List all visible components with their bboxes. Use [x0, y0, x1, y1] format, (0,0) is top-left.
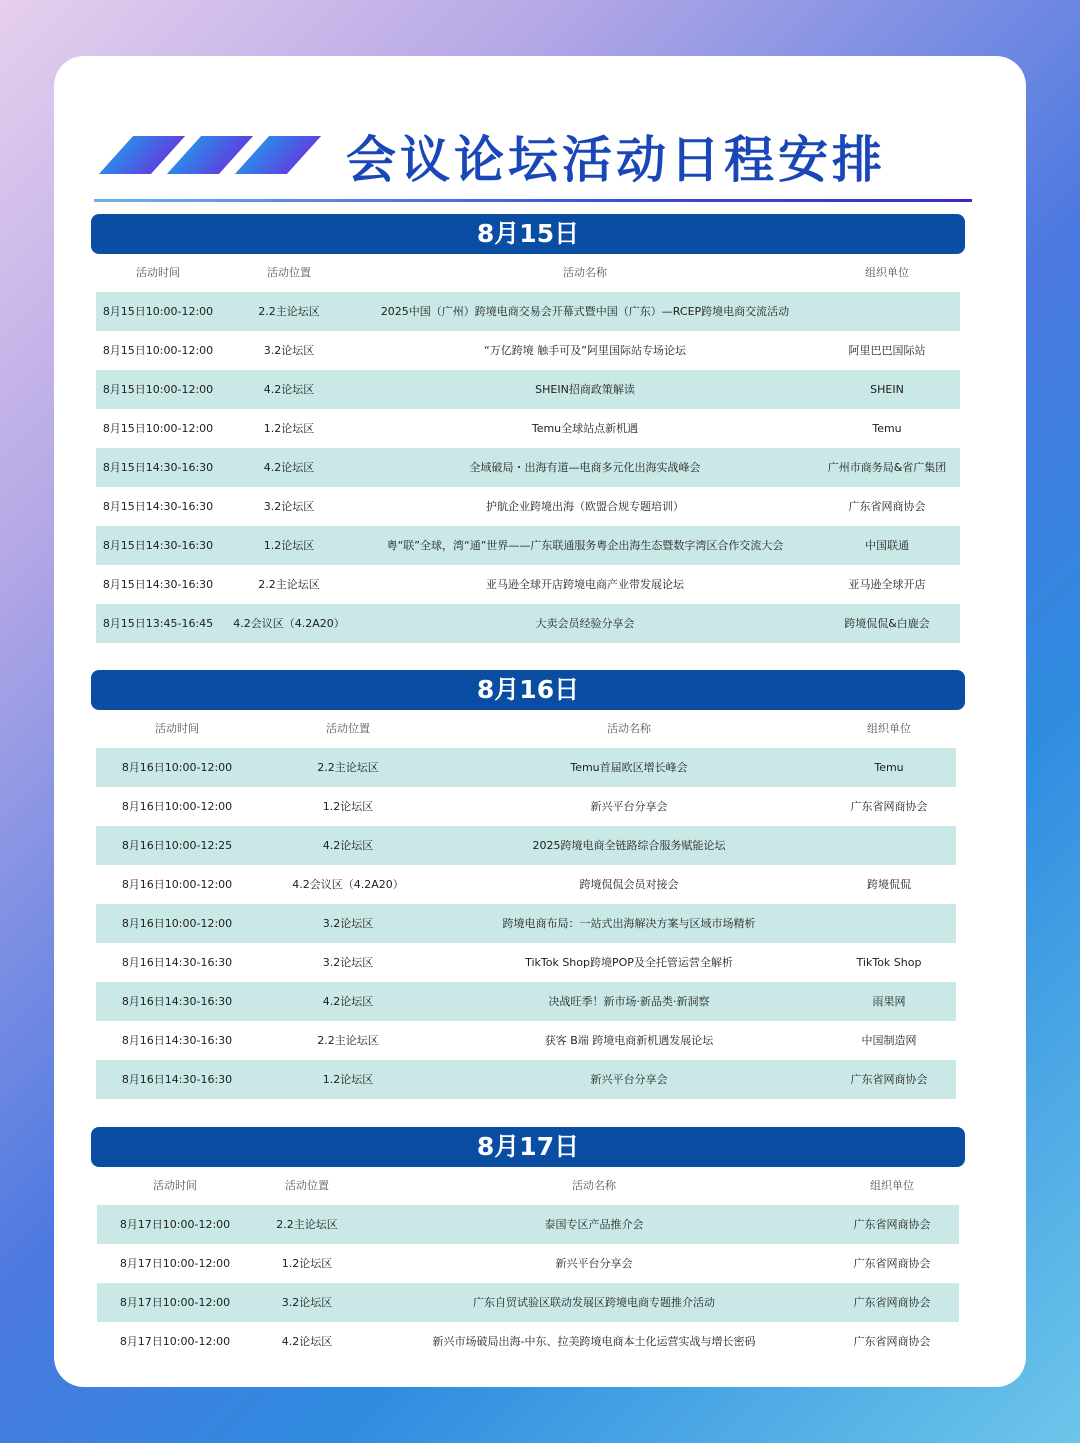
day-header: 8月16日: [91, 670, 965, 710]
cell-location: 4.2论坛区: [322, 839, 374, 852]
table-row: [97, 1244, 959, 1283]
cell-location: 3.2论坛区: [263, 344, 315, 357]
table-header: [91, 254, 965, 292]
cell-time: 8月16日10:00-12:00: [121, 878, 233, 891]
cell-time: 8月16日10:00-12:25: [121, 839, 233, 852]
column-header-time: 活动时间: [153, 1179, 197, 1192]
cell-org: 广东省网商协会: [853, 1296, 931, 1309]
cell-location: 4.2会议区（4.2A20）: [292, 878, 404, 891]
cell-name: SHEIN招商政策解读: [535, 383, 635, 396]
cell-name: 广东自贸试验区联动发展区跨境电商专题推介活动: [473, 1296, 715, 1309]
table-row: [96, 409, 960, 448]
cell-name: 决战旺季！新市场·新品类·新洞察: [548, 995, 710, 1008]
table-row: [97, 1283, 959, 1322]
cell-location: 3.2论坛区: [322, 917, 374, 930]
table-row: [96, 865, 956, 904]
cell-time: 8月17日10:00-12:00: [119, 1218, 231, 1231]
cell-time: 8月16日10:00-12:00: [121, 761, 233, 774]
cell-org: 广东省网商协会: [850, 800, 928, 813]
day-header: 8月17日: [91, 1127, 965, 1167]
day-section-aug17: [91, 1127, 965, 1361]
table-row: [97, 1205, 959, 1244]
cell-name: Temu全球站点新机遇: [531, 422, 639, 435]
cell-name: 跨境电商布局：一站式出海解决方案与区域市场精析: [502, 917, 756, 930]
cell-time: 8月15日13:45-16:45: [102, 617, 214, 630]
table-row: [96, 982, 956, 1021]
cell-org: [804, 904, 974, 943]
cell-name: 大卖会员经验分享会: [535, 617, 635, 630]
cell-location: 4.2论坛区: [263, 461, 315, 474]
cell-time: 8月16日14:30-16:30: [121, 1073, 233, 1086]
cell-name: 新兴平台分享会: [590, 800, 668, 813]
cell-time: 8月16日14:30-16:30: [121, 995, 233, 1008]
cell-location: 3.2论坛区: [263, 500, 315, 513]
table-row: [96, 370, 960, 409]
cell-time: 8月15日10:00-12:00: [102, 422, 214, 435]
cell-time: 8月15日14:30-16:30: [102, 500, 214, 513]
cell-name: 全域破局・出海有道—电商多元化出海实战峰会: [469, 461, 701, 474]
page-title: 会议论坛活动日程安排: [346, 131, 886, 189]
cell-location: 1.2论坛区: [263, 422, 315, 435]
cell-time: 8月15日14:30-16:30: [102, 461, 214, 474]
column-header-org: 组织单位: [865, 266, 909, 279]
cell-org: 跨境侃侃&白鹿会: [844, 617, 930, 630]
cell-time: 8月15日10:00-12:00: [102, 305, 214, 318]
table-row: [97, 1322, 959, 1361]
cell-org: 跨境侃侃: [867, 878, 911, 891]
column-header-name: 活动名称: [563, 266, 607, 279]
cell-name: 泰国专区产品推介会: [544, 1218, 644, 1231]
cell-org: 阿里巴巴国际站: [848, 344, 926, 357]
table-row: [96, 787, 956, 826]
cell-location: 2.2主论坛区: [258, 578, 320, 591]
cell-time: 8月15日14:30-16:30: [102, 578, 214, 591]
cell-location: 4.2论坛区: [322, 995, 374, 1008]
cell-name: 护航企业跨境出海（欧盟合规专题培训）: [486, 500, 684, 513]
table-row: [96, 1021, 956, 1060]
table-row: [96, 1060, 956, 1099]
column-header-name: 活动名称: [572, 1179, 616, 1192]
column-header-org: 组织单位: [867, 722, 911, 735]
column-header-time: 活动时间: [136, 266, 180, 279]
table-row: [96, 526, 960, 565]
cell-time: 8月17日10:00-12:00: [119, 1335, 231, 1348]
cell-name: 2025跨境电商全链路综合服务赋能论坛: [532, 839, 726, 852]
cell-time: 8月16日14:30-16:30: [121, 1034, 233, 1047]
day-header: 8月15日: [91, 214, 965, 254]
cell-name: 粤“联”全球，湾“通”世界——广东联通服务粤企出海生态暨数字湾区合作交流大会: [386, 539, 784, 552]
cell-location: 3.2论坛区: [281, 1296, 333, 1309]
title-row: [54, 126, 1026, 206]
cell-org: [804, 826, 974, 865]
cell-org: 广东省网商协会: [848, 500, 926, 513]
table-header: [91, 1167, 965, 1205]
cell-org: 广州市商务局&省广集团: [827, 461, 947, 474]
cell-org: [802, 292, 972, 331]
schedule-card: [54, 56, 1026, 1387]
cell-location: 2.2主论坛区: [317, 761, 379, 774]
cell-location: 4.2论坛区: [281, 1335, 333, 1348]
cell-location: 1.2论坛区: [281, 1257, 333, 1270]
table-row: [96, 487, 960, 526]
cell-org: Temu: [872, 422, 902, 435]
cell-org: 广东省网商协会: [850, 1073, 928, 1086]
cell-time: 8月16日10:00-12:00: [121, 800, 233, 813]
cell-name: 新兴平台分享会: [555, 1257, 633, 1270]
cell-name: 跨境侃侃会员对接会: [579, 878, 679, 891]
cell-time: 8月16日14:30-16:30: [121, 956, 233, 969]
cell-location: 2.2主论坛区: [276, 1218, 338, 1231]
cell-location: 1.2论坛区: [322, 1073, 374, 1086]
table-header: [91, 710, 965, 748]
cell-org: 中国制造网: [861, 1034, 917, 1047]
cell-location: 4.2会议区（4.2A20）: [233, 617, 345, 630]
cell-time: 8月15日10:00-12:00: [102, 344, 214, 357]
column-header-time: 活动时间: [155, 722, 199, 735]
cell-org: 亚马逊全球开店: [848, 578, 926, 591]
day-section-aug16: [91, 670, 965, 1099]
cell-org: 广东省网商协会: [853, 1335, 931, 1348]
cell-org: Temu: [874, 761, 904, 774]
cell-name: Temu首届欧区增长峰会: [570, 761, 688, 774]
cell-location: 2.2主论坛区: [317, 1034, 379, 1047]
cell-location: 3.2论坛区: [322, 956, 374, 969]
table-row: [96, 448, 960, 487]
cell-org: 中国联通: [865, 539, 909, 552]
cell-time: 8月17日10:00-12:00: [119, 1257, 231, 1270]
cell-location: 1.2论坛区: [263, 539, 315, 552]
column-header-name: 活动名称: [607, 722, 651, 735]
table-row: [96, 565, 960, 604]
table-row: [96, 604, 960, 643]
cell-name: 新兴平台分享会: [590, 1073, 668, 1086]
table-row: [96, 748, 956, 787]
cell-org: 广东省网商协会: [853, 1218, 931, 1231]
cell-time: 8月15日10:00-12:00: [102, 383, 214, 396]
table-row: [96, 904, 956, 943]
table-row: [96, 826, 956, 865]
cell-org: 雨果网: [872, 995, 906, 1008]
column-header-org: 组织单位: [870, 1179, 914, 1192]
cell-location: 2.2主论坛区: [258, 305, 320, 318]
cell-name: “万亿跨境 触手可及”阿里国际站专场论坛: [484, 344, 686, 357]
cell-name: 获客 B端 跨境电商新机遇发展论坛: [544, 1034, 714, 1047]
day-section-aug15: [91, 214, 965, 643]
cell-name: 新兴市场破局出海-中东、拉美跨境电商本土化运营实战与增长密码: [432, 1335, 756, 1348]
cell-name: 亚马逊全球开店跨境电商产业带发展论坛: [486, 578, 684, 591]
cell-org: TikTok Shop: [856, 956, 922, 969]
table-row: [96, 943, 956, 982]
cell-org: SHEIN: [870, 383, 904, 396]
cell-time: 8月15日14:30-16:30: [102, 539, 214, 552]
cell-name: TikTok Shop跨境POP及全托管运营全解析: [525, 956, 733, 969]
column-header-location: 活动位置: [326, 722, 370, 735]
title-underline: [94, 199, 972, 202]
table-row: [96, 331, 960, 370]
cell-name: 2025中国（广州）跨境电商交易会开幕式暨中国（广东）—RCEP跨境电商交流活动: [380, 305, 790, 318]
cell-time: 8月16日10:00-12:00: [121, 917, 233, 930]
table-row: [96, 292, 960, 331]
cell-location: 1.2论坛区: [322, 800, 374, 813]
cell-location: 4.2论坛区: [263, 383, 315, 396]
column-header-location: 活动位置: [285, 1179, 329, 1192]
cell-org: 广东省网商协会: [853, 1257, 931, 1270]
column-header-location: 活动位置: [267, 266, 311, 279]
cell-time: 8月17日10:00-12:00: [119, 1296, 231, 1309]
